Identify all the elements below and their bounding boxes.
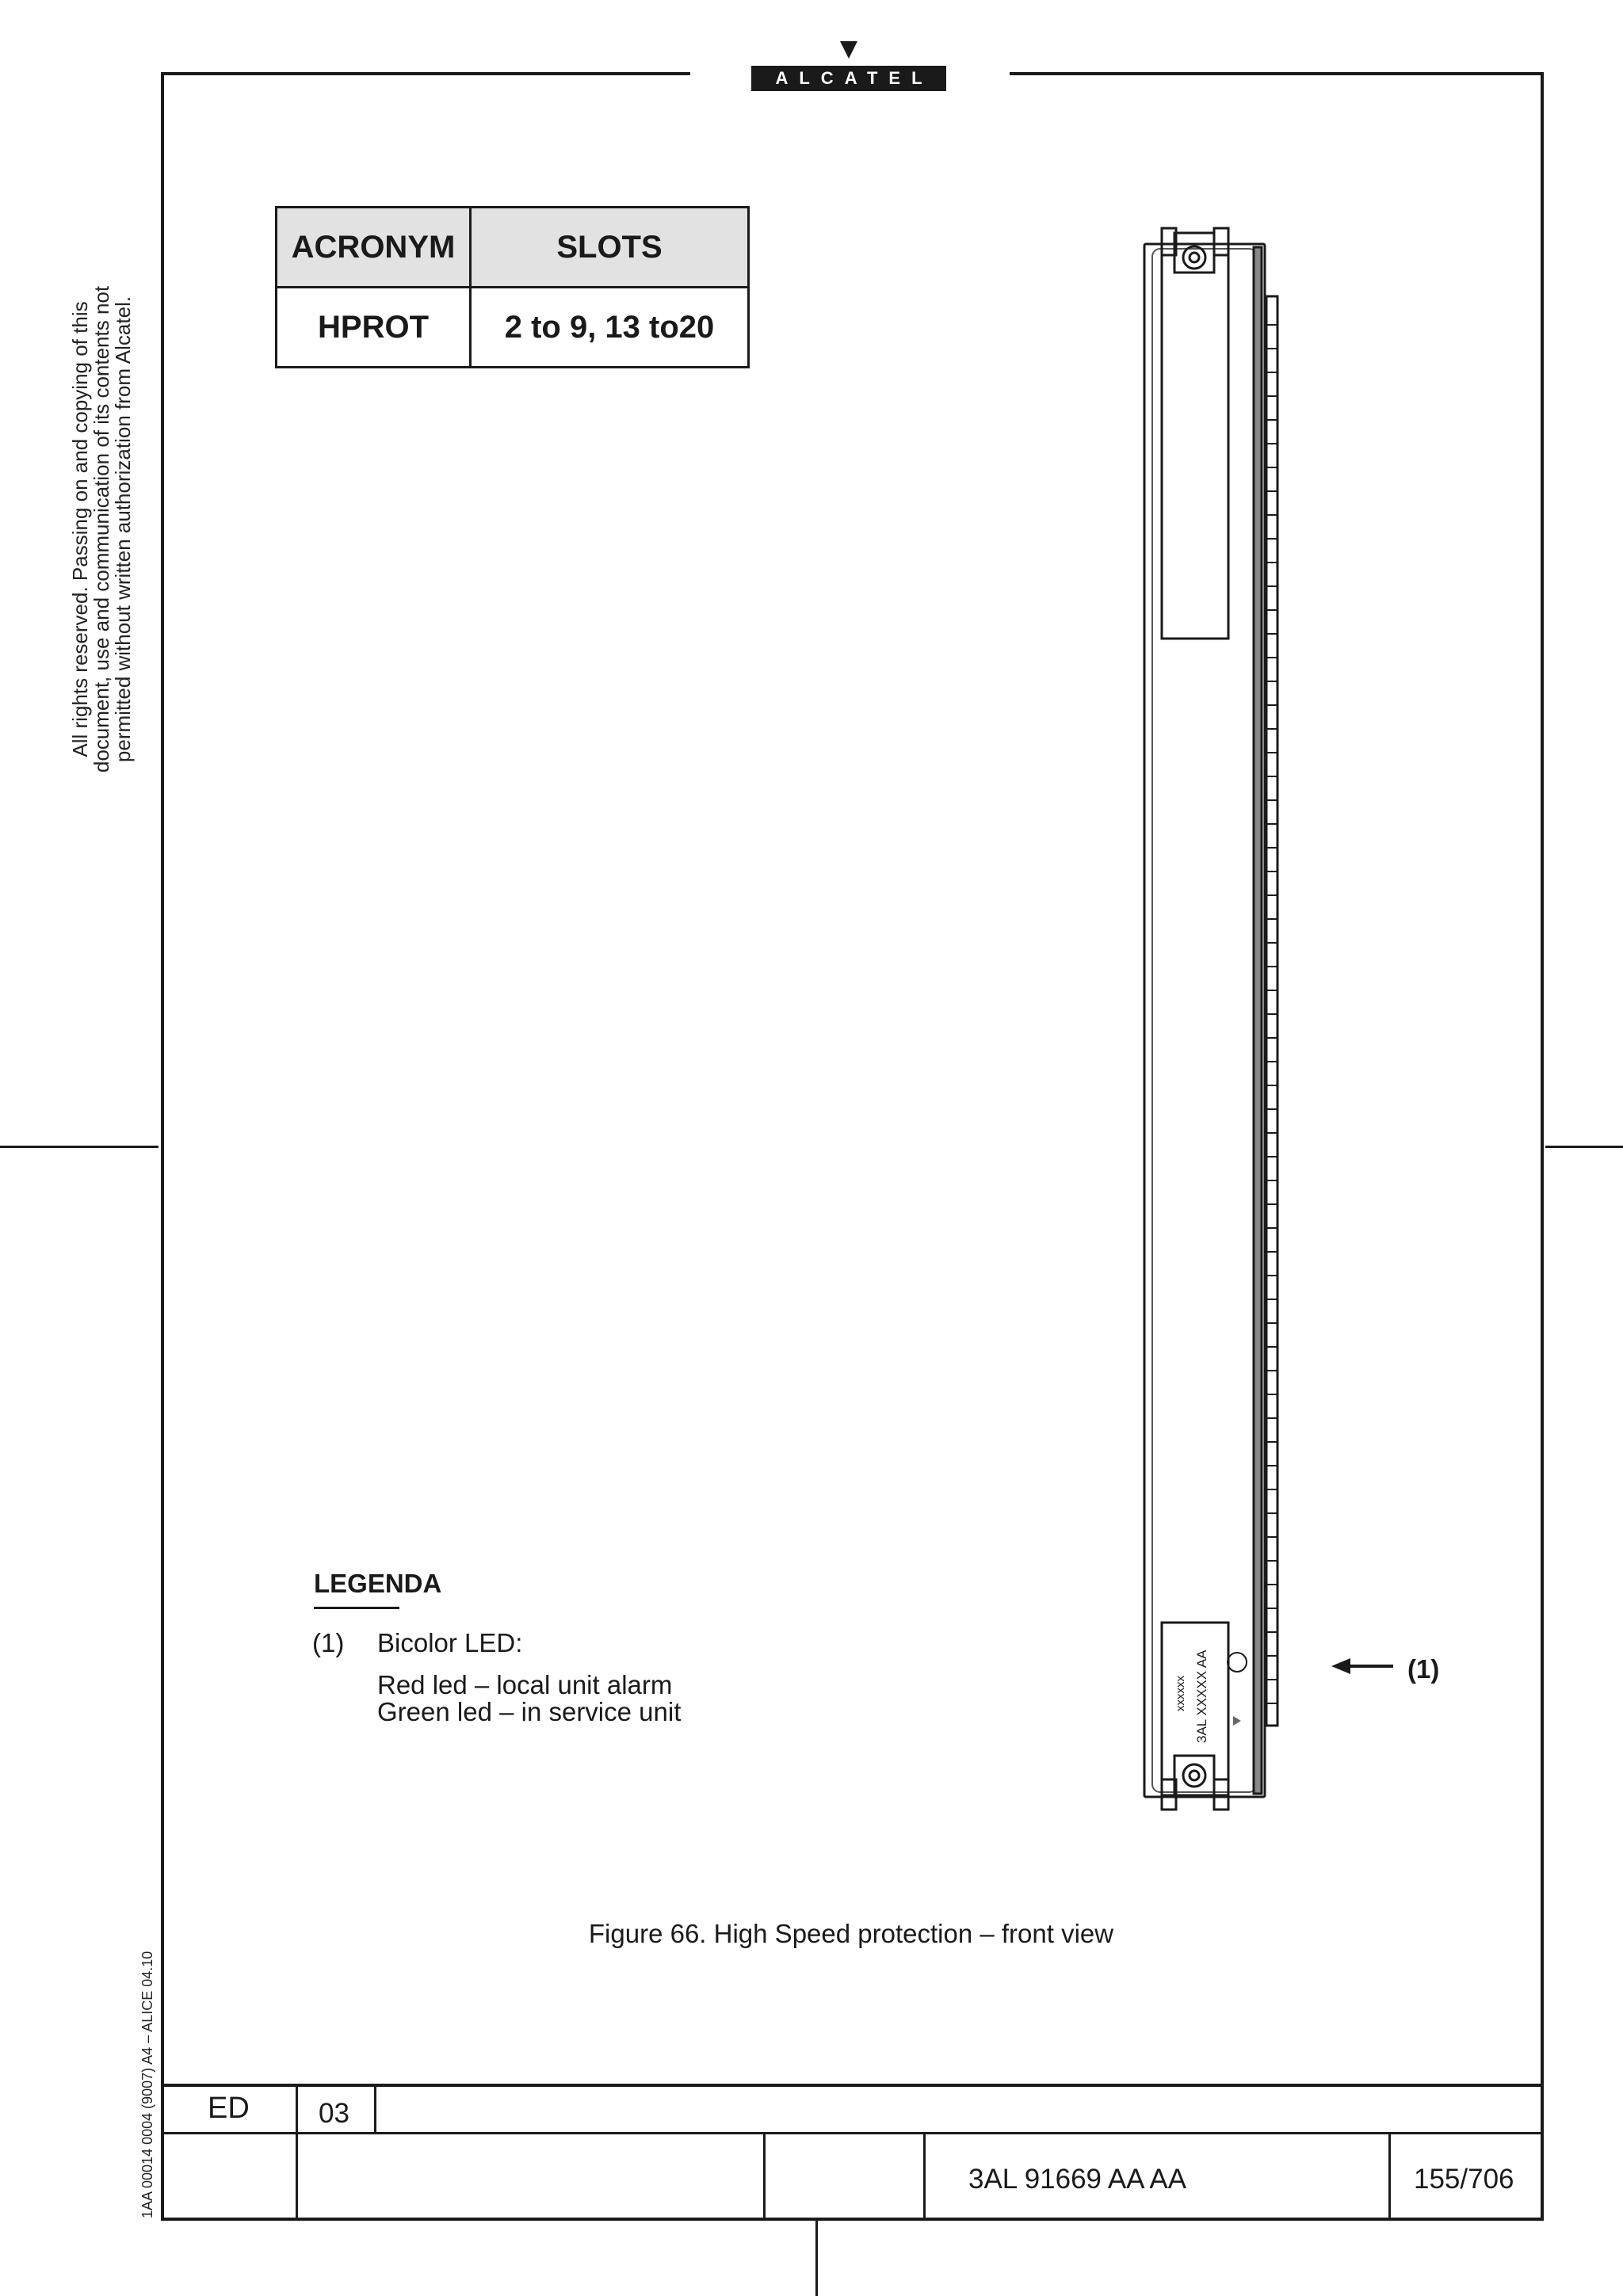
callout-arrow-icon	[1331, 1656, 1395, 1676]
legend-item-title: Bicolor LED:	[377, 1628, 523, 1657]
callout-label: (1)	[1407, 1654, 1440, 1684]
frame-top-right	[1010, 72, 1544, 75]
frame-left	[161, 72, 164, 2221]
margin-mark-left	[0, 1146, 158, 1148]
frame-top-left	[161, 72, 690, 75]
document-code: 3AL 91669 AA AA	[968, 2164, 1187, 2195]
frame-bottom	[161, 2218, 1544, 2221]
board-label-code: 3AL XXXXX AA	[1194, 1650, 1209, 1743]
copyright-notice: All rights reserved. Passing on and copying of this document, use and communication of its contents not permitted without written authorization from Alcatel.	[68, 285, 135, 773]
table-row	[277, 288, 749, 368]
board-label-serial: xxxxxx	[1174, 1676, 1187, 1711]
footer-divider-4	[923, 2133, 926, 2219]
slots-table	[275, 206, 750, 368]
slots-cell: 2 to 9, 13 to20	[471, 288, 749, 368]
board-front-view	[1133, 222, 1292, 1822]
footer-top-line	[161, 2084, 1544, 2087]
page-number: 155/706	[1414, 2164, 1514, 2195]
footer-divider-5	[1388, 2133, 1391, 2219]
footer-divider-1	[296, 2084, 298, 2219]
footer-mid-line	[161, 2132, 1544, 2134]
acronym-cell: HPROT	[277, 288, 471, 368]
figure-caption: Figure 66. High Speed protection – front view	[588, 1919, 1114, 1948]
logo-triangle-icon	[840, 41, 857, 59]
table-header-row	[277, 208, 749, 288]
footer-divider-2	[374, 2084, 376, 2133]
footer-divider-3	[763, 2133, 766, 2219]
legend-underline	[314, 1607, 399, 1609]
form-code: 1AA 00014 0004 (9007) A4 – ALICE 04.10	[139, 1951, 155, 2218]
fold-mark-bottom	[815, 2221, 818, 2296]
margin-mark-right	[1545, 1146, 1623, 1148]
alcatel-logo: ALCATEL	[751, 66, 946, 91]
edition-value: 03	[319, 2098, 349, 2129]
frame-right	[1541, 72, 1544, 2221]
legend-item-red: Red led – local unit alarm	[377, 1670, 673, 1699]
legend-title: LEGENDA	[314, 1569, 442, 1598]
edition-label: ED	[208, 2092, 250, 2125]
legend-item-green: Green led – in service unit	[377, 1697, 682, 1726]
table-header-slots: SLOTS	[471, 208, 749, 288]
table-header-acronym: ACRONYM	[277, 208, 471, 288]
legend-item-number: (1)	[312, 1628, 345, 1657]
